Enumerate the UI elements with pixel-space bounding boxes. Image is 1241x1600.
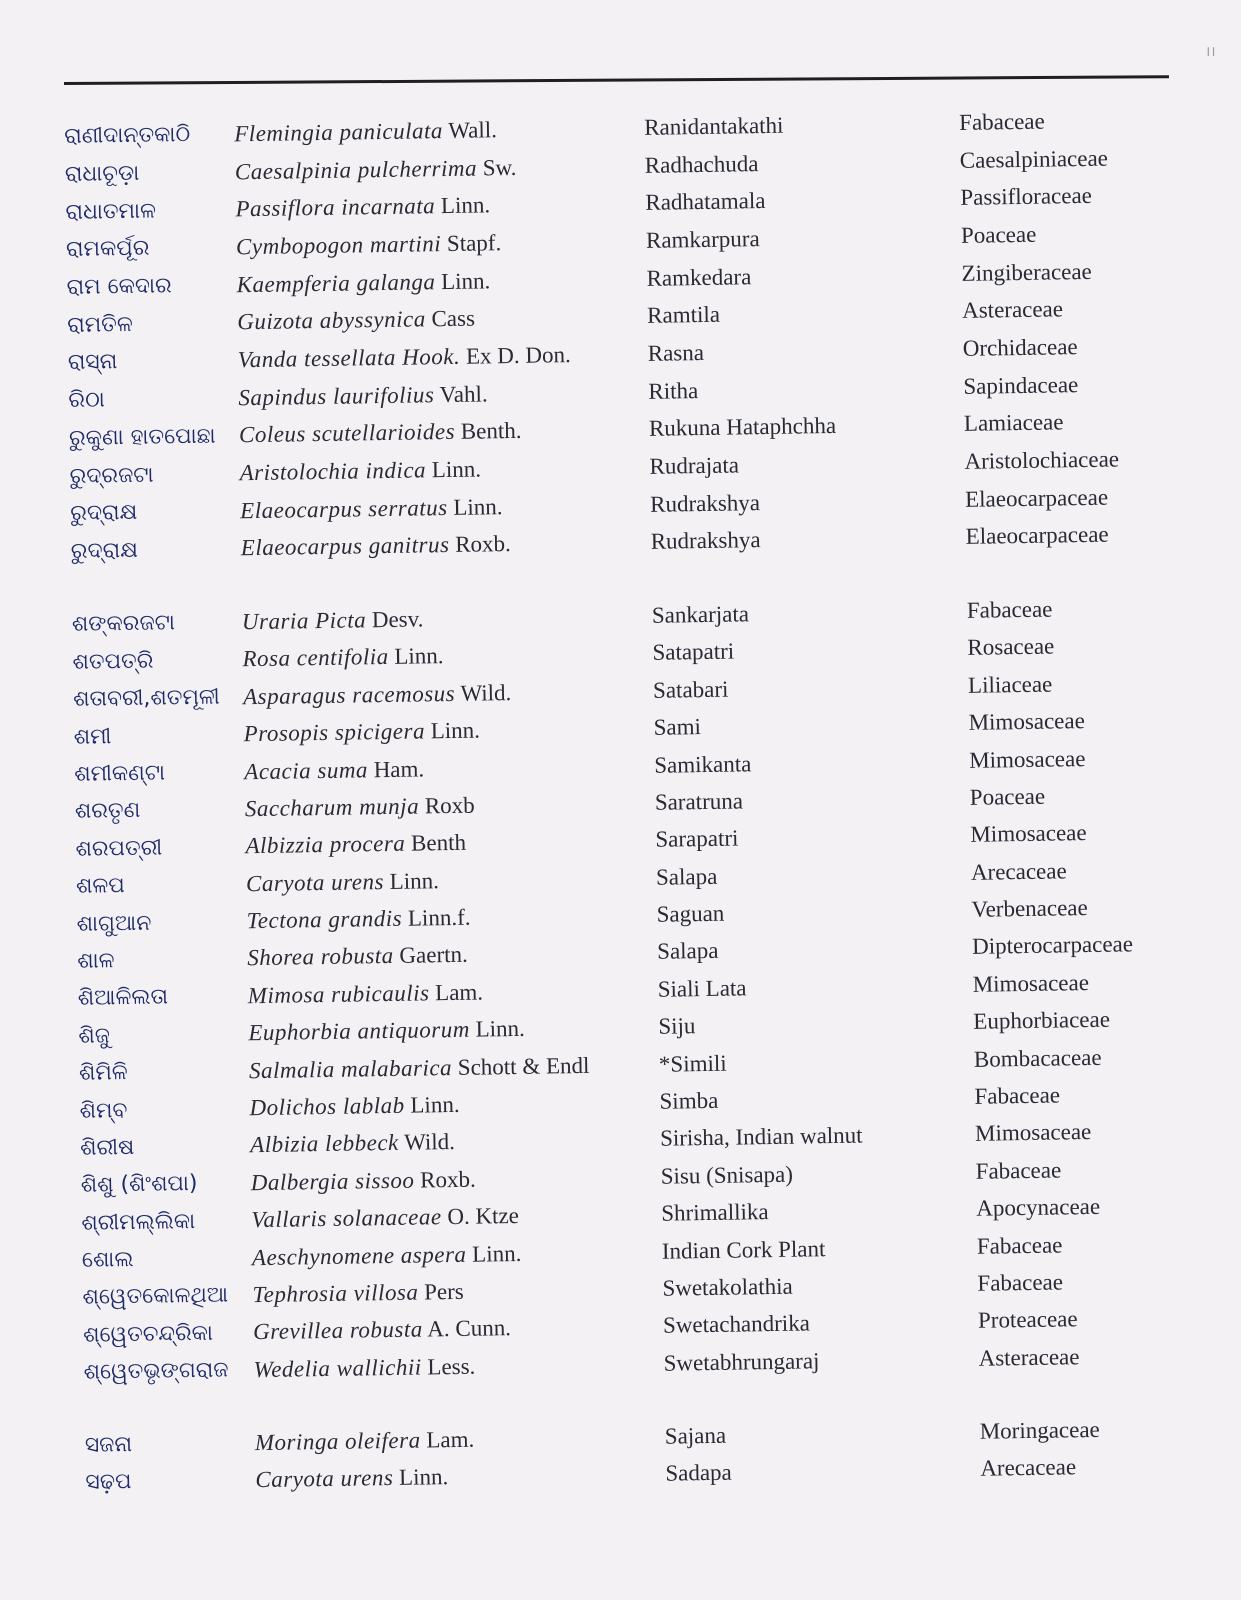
scientific-name	[248, 977, 658, 1009]
family-name: Bombacaceae	[973, 1044, 1102, 1072]
scientific-name	[249, 1051, 659, 1083]
author: Linn.	[431, 456, 482, 483]
odia-name: ରାଣୀଦାନ୍ତକାଠି	[64, 122, 191, 150]
odia-name: ସଜନା	[84, 1432, 133, 1459]
family-name: Arecaceae	[980, 1454, 1077, 1481]
scientific-name	[251, 1201, 661, 1233]
common-name: Radhatamala	[645, 188, 766, 216]
species: Prosopis spicigera	[243, 718, 426, 747]
scientific-name	[242, 640, 652, 672]
odia-name: ଶିମିଳି	[78, 1060, 128, 1087]
species: Caryota urens	[245, 868, 385, 896]
scientific-name	[236, 265, 646, 297]
common-name: Radhachuda	[644, 150, 759, 178]
species: Guizota abyssynica	[237, 306, 426, 335]
author: Benth	[410, 830, 467, 856]
family-name: Fabaceae	[976, 1232, 1063, 1259]
family-name: Mimosaceae	[974, 1119, 1092, 1147]
odia-name: ଶୋଲ	[81, 1247, 134, 1273]
species: Caesalpinia pulcherrima	[234, 155, 478, 184]
scientific-name	[240, 492, 650, 524]
scientific-name	[247, 939, 657, 971]
family-name: Mimosaceae	[970, 820, 1087, 848]
species: Elaeocarpus ganitrus	[240, 532, 450, 561]
species: Caryota urens	[255, 1464, 394, 1493]
family-name: Orchidaceae	[962, 334, 1078, 361]
author: Linn.	[453, 493, 503, 520]
family-name: Fabaceae	[974, 1082, 1061, 1109]
family-name: Caesalpiniaceae	[959, 145, 1109, 173]
common-name: Sisu (Snisapa)	[660, 1161, 794, 1189]
scientific-name	[248, 1014, 658, 1046]
odia-name: ରୁକୁଣା ହାତପୋଛା	[68, 423, 216, 451]
family-name: Elaeocarpaceae	[964, 484, 1109, 512]
author: Linn.	[389, 867, 440, 894]
species: Albizia lebbeck	[249, 1130, 399, 1158]
common-name: Swetakolathia	[662, 1273, 793, 1301]
family-name: Mimosaceae	[968, 745, 1086, 773]
common-name: Siali Lata	[657, 975, 747, 1002]
scientific-name	[250, 1126, 660, 1158]
odia-name: ଶ୍ରୀମଲ୍ଲିକା	[81, 1208, 196, 1236]
species: Flemingia paniculata	[234, 117, 444, 147]
common-name: Ramtila	[646, 302, 721, 329]
species: Mimosa rubicaulis	[247, 980, 430, 1009]
common-name: Rudrakshya	[650, 527, 761, 555]
family-name: Passifloraceae	[960, 183, 1093, 211]
scientific-name	[238, 379, 648, 411]
family-name: Dipterocarpaceae	[971, 931, 1134, 960]
common-name: Rasna	[647, 339, 705, 366]
common-name: Shrimallika	[661, 1199, 769, 1226]
species: Wedelia wallichii	[253, 1354, 422, 1382]
family-name: Moringaceae	[979, 1416, 1100, 1444]
species: Cymbopogon martini	[235, 230, 442, 260]
species: Acacia suma	[244, 756, 369, 784]
author: Wild.	[403, 1129, 456, 1156]
family-name: Aristolochiaceae	[964, 446, 1120, 474]
species: Sapindus laurifolius	[238, 381, 435, 410]
plant-group	[72, 589, 1204, 1392]
plant-group	[85, 1410, 1206, 1502]
species: Kaempferia galanga	[236, 268, 436, 297]
odia-name: ଶିଜୁ	[78, 1023, 111, 1049]
author: Linn.	[471, 1240, 522, 1267]
scientific-name	[252, 1238, 662, 1270]
common-name: Samikanta	[654, 750, 752, 778]
common-name: *Simili	[658, 1050, 727, 1077]
page-mark: ।।	[1205, 45, 1216, 60]
family-name: Rosaceae	[967, 633, 1055, 661]
common-name: Ramkedara	[646, 263, 752, 291]
common-name: Sajana	[664, 1422, 727, 1449]
odia-name: ଶ୍ୱେତଚନ୍ଦ୍ରିକା	[82, 1320, 214, 1348]
family-name: Verbenaceae	[971, 895, 1088, 922]
author: Benth.	[460, 418, 522, 445]
odia-name: ଶାଳ	[77, 948, 115, 974]
odia-name: ଶିଆଳିଲତା	[77, 984, 169, 1012]
author: Desv.	[371, 606, 424, 633]
common-name: Rukuna Hataphchha	[648, 413, 837, 442]
author: Roxb.	[419, 1166, 476, 1193]
family-name: Proteaceae	[977, 1306, 1078, 1334]
odia-name: ଶତାବରୀ,ଶତମୂଳୀ	[72, 684, 220, 713]
family-name: Euphorbiaceae	[973, 1006, 1111, 1035]
species: Dolichos lablab	[249, 1092, 405, 1121]
scientific-name	[253, 1350, 663, 1382]
odia-name: ରୁଦ୍ରାକ୍ଷ	[70, 500, 138, 527]
author: A. Cunn.	[427, 1315, 512, 1342]
odia-name: ଶିଶୁ (ଶିଂଶପା)	[80, 1171, 198, 1199]
common-name: Ritha	[648, 377, 699, 404]
odia-name: ରାମ କେଦାର	[66, 273, 172, 301]
common-name: Swetabhrungaraj	[663, 1348, 820, 1376]
author: Linn.	[394, 643, 444, 670]
scientific-name	[243, 678, 653, 710]
odia-name: ଶମୀ	[73, 723, 112, 750]
family-name: Fabaceae	[975, 1157, 1062, 1184]
scientific-name	[246, 902, 656, 934]
common-name: Sadapa	[665, 1459, 732, 1486]
common-name: Ramkarpura	[645, 225, 760, 253]
odia-name: ରୁଦ୍ରାକ୍ଷ	[70, 537, 139, 564]
odia-name: ଶ୍ୱେତଭୃଙ୍ଗରାଜ	[83, 1357, 229, 1386]
common-name: Swetachandrika	[662, 1310, 811, 1339]
author: Ham.	[373, 755, 425, 782]
family-name: Apocynaceae	[976, 1194, 1101, 1221]
scientific-name	[245, 790, 655, 822]
common-name: Sirisha, Indian walnut	[659, 1122, 863, 1152]
common-name: Saguan	[656, 900, 725, 927]
common-name: Rudrajata	[649, 452, 740, 479]
odia-name: ଶରପତ୍ରୀ	[75, 835, 163, 862]
author: Cass	[431, 305, 476, 332]
species: Grevillea robusta	[252, 1316, 423, 1345]
odia-name: ରାମତିଳ	[67, 311, 133, 338]
scientific-name	[241, 529, 651, 561]
odia-name: ଶିରୀଷ	[79, 1134, 135, 1161]
odia-name: ରାଧାଚୂଡ଼ା	[64, 160, 140, 188]
odia-name: ଶିମ୍ବ	[79, 1097, 128, 1124]
family-name: Sapindaceae	[963, 371, 1079, 399]
author: Linn.f.	[407, 904, 471, 931]
scientific-name	[244, 752, 654, 784]
odia-name: ରାମକର୍ପୂର	[65, 236, 150, 263]
scientific-name	[235, 152, 645, 184]
family-name: Fabaceae	[958, 108, 1045, 135]
species: Vanda tessellata Hook.	[237, 343, 461, 373]
common-name: Saratruna	[654, 788, 744, 815]
author: Roxb	[424, 792, 475, 819]
scientific-name	[251, 1164, 661, 1196]
species: Albizzia procera	[245, 831, 406, 859]
odia-name: ଶ୍ୱେତକୋଳଥିଆ	[82, 1283, 229, 1311]
common-name: Sarapatri	[655, 825, 739, 853]
common-name: Salapa	[655, 863, 718, 890]
species: Rosa centifolia	[242, 644, 389, 672]
author: Linn.	[475, 1016, 525, 1042]
author: Wall.	[448, 117, 498, 143]
common-name: Salapa	[656, 938, 719, 965]
author: Linn.	[410, 1091, 460, 1118]
common-name: Satabari	[652, 676, 729, 703]
scientific-name	[245, 827, 655, 859]
family-name: Fabaceae	[977, 1269, 1064, 1296]
scientific-name	[235, 190, 645, 222]
species: Elaeocarpus serratus	[239, 494, 448, 523]
author: Ex D. Don.	[465, 342, 571, 369]
species: Saccharum munja	[244, 793, 420, 822]
family-name: Mimosaceae	[972, 969, 1090, 997]
species: Asparagus racemosus	[242, 680, 456, 709]
odia-name: ରାଧାତମାଳ	[65, 198, 157, 225]
scientific-name	[239, 454, 649, 486]
plant-table	[64, 100, 1206, 1537]
author: Less.	[427, 1353, 476, 1380]
species: Aristolochia indica	[239, 457, 427, 486]
family-name: Liliaceae	[967, 671, 1053, 698]
species: Passiflora incarnata	[235, 193, 436, 222]
scientific-name	[237, 303, 647, 335]
family-name: Fabaceae	[966, 596, 1053, 623]
family-name: Poaceae	[969, 783, 1046, 810]
author: Wild.	[460, 679, 512, 706]
family-name: Arecaceae	[970, 858, 1067, 885]
common-name: Rudrakshya	[649, 489, 761, 517]
author: Linn.	[440, 267, 491, 294]
odia-name: ରିଠା	[68, 387, 106, 414]
species: Moringa oleifera	[254, 1427, 421, 1456]
author: Schott & Endl	[457, 1052, 590, 1080]
plant-group	[64, 100, 1191, 570]
author: O. Ktze	[447, 1203, 520, 1230]
author: Vahl.	[439, 381, 488, 407]
family-name: Poaceae	[960, 221, 1037, 248]
species: Uraria Picta	[241, 607, 367, 635]
species: Dalbergia sissoo	[250, 1167, 415, 1195]
author: Lam.	[434, 979, 484, 1006]
common-name: Satapatri	[652, 638, 735, 666]
odia-name: ରାସ୍ନା	[67, 349, 118, 376]
common-name: Sankarjata	[651, 601, 750, 628]
common-name: Siju	[658, 1013, 696, 1040]
author: Sw.	[482, 154, 517, 180]
author: Roxb.	[455, 531, 511, 558]
family-name: Zingiberaceae	[961, 258, 1092, 286]
species: Salmalia malabarica	[248, 1054, 453, 1083]
species: Coleus scutellarioides	[238, 419, 456, 448]
odia-name: ଶଙ୍କରଜଟା	[71, 610, 176, 638]
species: Euphorbia antiquorum	[248, 1016, 471, 1046]
author: Pers	[423, 1278, 464, 1305]
family-name: Asteraceae	[978, 1343, 1080, 1371]
author: Linn.	[398, 1464, 449, 1490]
scientific-name	[243, 715, 653, 747]
odia-name: ରୁଦ୍ରଜଟା	[69, 462, 154, 489]
scientific-name	[249, 1089, 659, 1121]
author: Lam.	[426, 1426, 475, 1453]
odia-name: ଶତପତ୍ରି	[72, 648, 154, 675]
scientific-name	[234, 115, 644, 147]
author: Gaertn.	[399, 942, 468, 969]
scientific-name	[236, 228, 646, 260]
common-name: Indian Cork Plant	[661, 1235, 826, 1264]
scientific-name	[252, 1276, 662, 1308]
scientific-name	[255, 1461, 665, 1493]
author: Stapf.	[446, 230, 502, 256]
common-name: Simba	[659, 1087, 719, 1114]
species: Aeschynomene aspera	[251, 1241, 467, 1270]
scientific-name	[255, 1424, 665, 1456]
family-name: Asteraceae	[961, 296, 1064, 324]
odia-name: ଶରତୃଣ	[74, 798, 141, 825]
species: Tephrosia villosa	[252, 1279, 419, 1308]
species: Vallaris solanaceae	[251, 1204, 442, 1233]
common-name: Sami	[653, 714, 702, 740]
odia-name: ଶଳପ	[75, 873, 125, 900]
author: Linn.	[430, 717, 481, 744]
scientific-name	[246, 864, 656, 896]
odia-name: ଶାଗୁଆନ	[76, 910, 152, 937]
scientific-name	[242, 603, 652, 635]
odia-name: ଶମୀକଣ୍ଟା	[74, 760, 166, 787]
family-name: Lamiaceae	[963, 409, 1064, 437]
species: Tectona grandis	[246, 905, 403, 934]
scientific-name	[238, 341, 648, 373]
header-rule	[64, 75, 1169, 85]
family-name: Elaeocarpaceae	[965, 522, 1109, 550]
odia-name: ସଢ଼ପ	[85, 1469, 132, 1496]
species: Shorea robusta	[247, 943, 394, 971]
scientific-name	[239, 416, 649, 448]
common-name: Ranidantakathi	[644, 112, 784, 140]
author: Linn.	[440, 192, 491, 219]
scientific-name	[253, 1313, 663, 1345]
family-name: Mimosaceae	[968, 708, 1086, 735]
